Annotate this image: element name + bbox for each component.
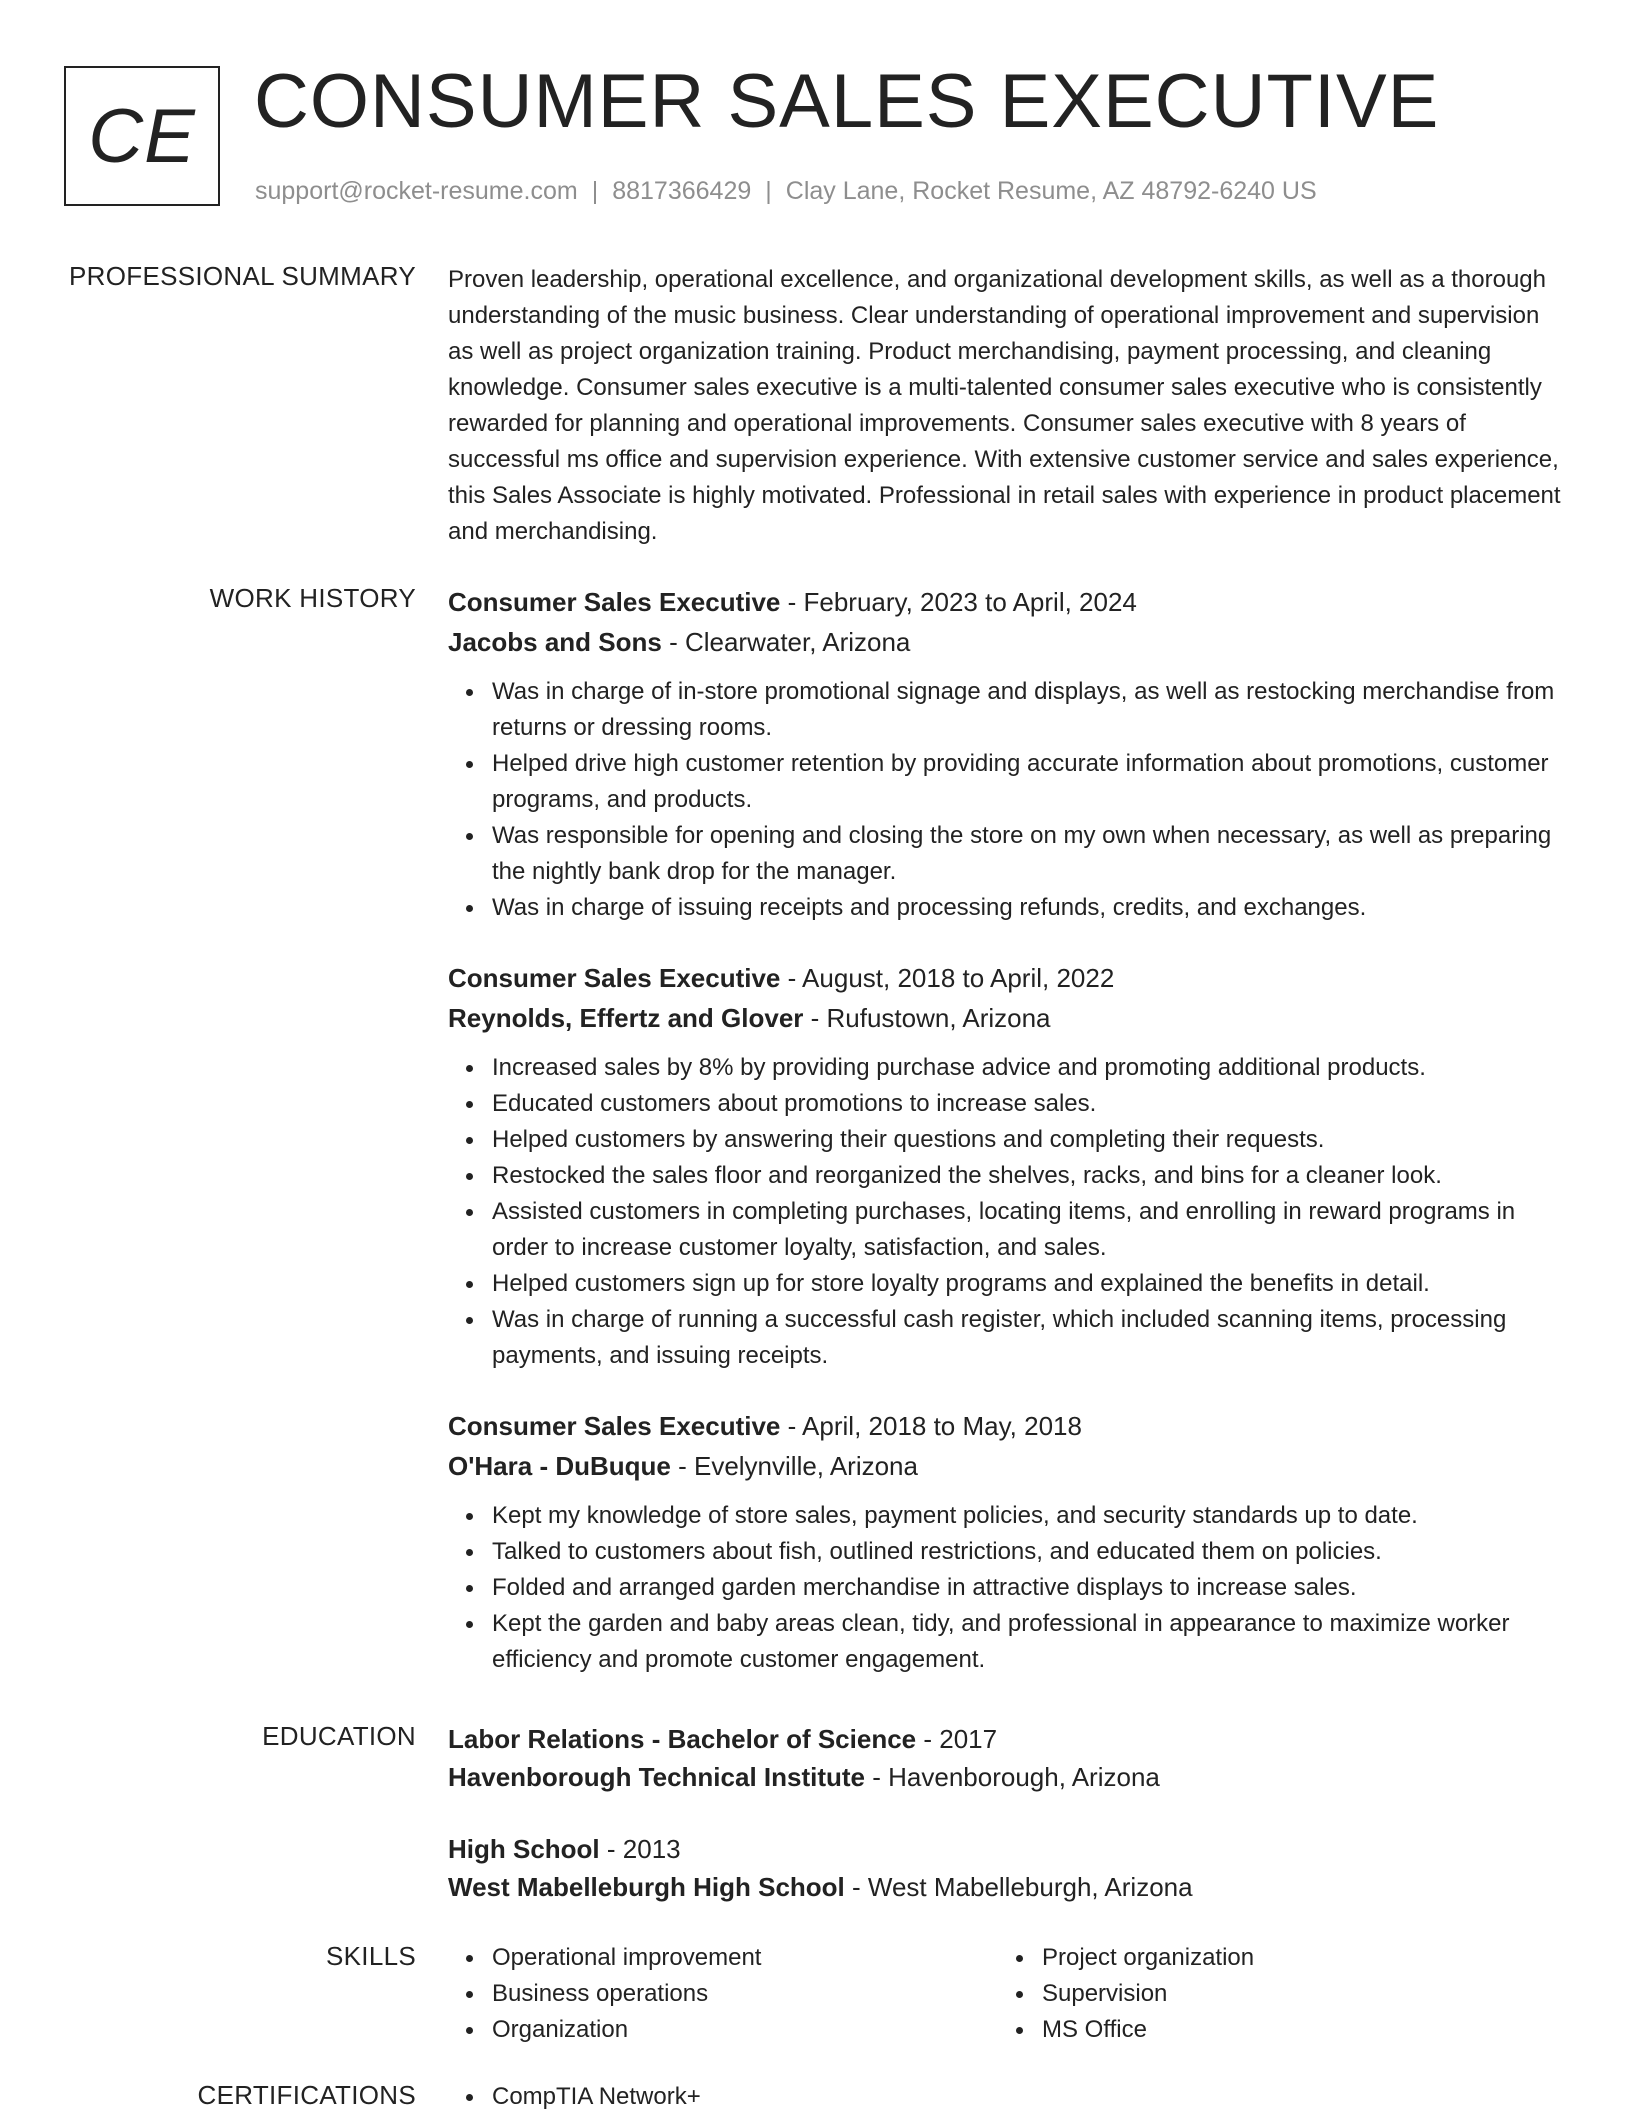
certifications-list [448,2079,1568,2115]
job-company-line [448,998,1568,1038]
education-heading: EDUCATION [262,1721,416,1751]
job-bullet: Was responsible for opening and closing the store on my own when necessary, as well as preparing the nightly bank drop for the manager. [492,818,1568,890]
job-title: Consumer Sales Executive [448,963,781,993]
job-bullet: Restocked the sales floor and reorganized the shelves, racks, and bins for a cleaner look. [492,1158,1568,1194]
skill-item: Organization [492,2012,998,2048]
skill-item: MS Office [1042,2012,1548,2048]
job-title-line [448,1406,1568,1446]
contact-line [255,176,1317,206]
job-bullet: Helped customers by answering their questions and completing their requests. [492,1122,1568,1158]
education-entry [448,1830,1568,1906]
job-title: Consumer Sales Executive [448,1411,781,1441]
job-bullet: Was in charge of in-store promotional signage and displays, as well as restocking merchandise from returns or dressing rooms. [492,674,1568,746]
contact-address: Clay Lane, Rocket Resume, AZ 48792-6240 US [785,177,1317,205]
job-bullet: Helped drive high customer retention by providing accurate information about promotions, customer programs, and products. [492,746,1568,818]
job-bullet: Was in charge of issuing receipts and processing refunds, credits, and exchanges. [492,890,1568,926]
education-degree-line [448,1720,1568,1758]
job-dates: - August, 2018 to April, 2022 [780,963,1115,993]
education-entry [448,1720,1568,1796]
education-degree: Labor Relations - Bachelor of Science [448,1724,917,1754]
job-company: Jacobs and Sons [448,627,662,657]
job-title-line [448,582,1568,622]
skill-item: Business operations [492,1976,998,2012]
certification-item: CompTIA Network+ [492,2079,1568,2115]
job-company: Reynolds, Effertz and Glover [448,1003,804,1033]
job-bullet: Folded and arranged garden merchandise in attractive displays to increase sales. [492,1570,1568,1606]
job-entry [448,582,1568,926]
job-title: Consumer Sales Executive [448,587,781,617]
job-title-line [448,958,1568,998]
job-bullet: Talked to customers about fish, outlined restrictions, and educated them on policies. [492,1534,1568,1570]
job-location: - Evelynville, Arizona [670,1451,918,1481]
education-degree-line [448,1830,1568,1868]
certifications-heading: CERTIFICATIONS [197,2080,416,2110]
contact-email: support@rocket-resume.com [255,177,578,205]
job-company-line [448,622,1568,662]
job-bullets [448,1498,1568,1678]
skills-column-right [998,1940,1548,2048]
job-bullets [448,1050,1568,1374]
education-year: - 2017 [916,1724,998,1754]
skills-column-left [448,1940,998,2048]
job-dates: - April, 2018 to May, 2018 [780,1411,1082,1441]
job-bullet: Increased sales by 8% by providing purchase advice and promoting additional products. [492,1050,1568,1086]
job-bullet: Assisted customers in completing purchases, locating items, and enrolling in reward programs in order to increase customer loyalty, satisfaction, and sales. [492,1194,1568,1266]
job-company: O'Hara - DuBuque [448,1451,671,1481]
education-year: - 2013 [599,1834,681,1864]
education-school-line [448,1868,1568,1906]
job-bullet: Kept the garden and baby areas clean, tidy, and professional in appearance to maximize worker efficiency and promote customer engagement. [492,1606,1568,1678]
job-bullet: Kept my knowledge of store sales, payment policies, and security standards up to date. [492,1498,1568,1534]
education-school: West Mabelleburgh High School [448,1872,845,1902]
job-dates: - February, 2023 to April, 2024 [780,587,1137,617]
resume-title: CONSUMER SALES EXECUTIVE [254,59,1440,144]
work-history-heading: WORK HISTORY [209,583,416,613]
skill-item: Operational improvement [492,1940,998,1976]
education-school: Havenborough Technical Institute [448,1762,866,1792]
contact-separator: | [765,177,772,205]
job-entry [448,958,1568,1374]
job-bullets [448,674,1568,926]
education-location: - Havenborough, Arizona [865,1762,1160,1792]
job-entry [448,1406,1568,1678]
education-degree: High School [448,1834,600,1864]
skill-item: Project organization [1042,1940,1548,1976]
skills-list [448,1940,1568,2048]
job-bullet: Educated customers about promotions to increase sales. [492,1086,1568,1122]
education-school-line [448,1758,1568,1796]
education-list [448,1720,1568,1906]
skills-heading: SKILLS [326,1941,416,1971]
contact-separator: | [591,177,599,205]
job-location: - Clearwater, Arizona [661,627,911,657]
education-location: - West Mabelleburgh, Arizona [844,1872,1193,1902]
monogram-initials: CE [88,93,196,179]
contact-phone: 8817366429 [612,177,752,205]
job-location: - Rufustown, Arizona [803,1003,1051,1033]
job-bullet: Helped customers sign up for store loyalty programs and explained the benefits in detail. [492,1266,1568,1302]
monogram-box [64,66,220,206]
skill-item: Supervision [1042,1976,1548,2012]
work-history-list [448,582,1568,1678]
job-bullet: Was in charge of running a successful cash register, which included scanning items, processing payments, and issuing receipts. [492,1302,1568,1374]
job-company-line [448,1446,1568,1486]
summary-heading: PROFESSIONAL SUMMARY [69,261,416,291]
summary-text: Proven leadership, operational excellence, and organizational development skills, as well as a thorough understanding of the music business. Clear understanding of operational improvement and supervision as well as project organization training. Product merchandising, payment processing, and cleaning knowledge. Consumer sales executive is a multi-talented consumer sales executive who is consistently rewarded for planning and operational improvements. Consumer sales executive with 8 years of successful ms office and supervision experience. With extensive customer service and sales experience, this Sales Associate is highly motivated. Professional in retail sales with experience in product placement and merchandising. [448,266,1561,545]
